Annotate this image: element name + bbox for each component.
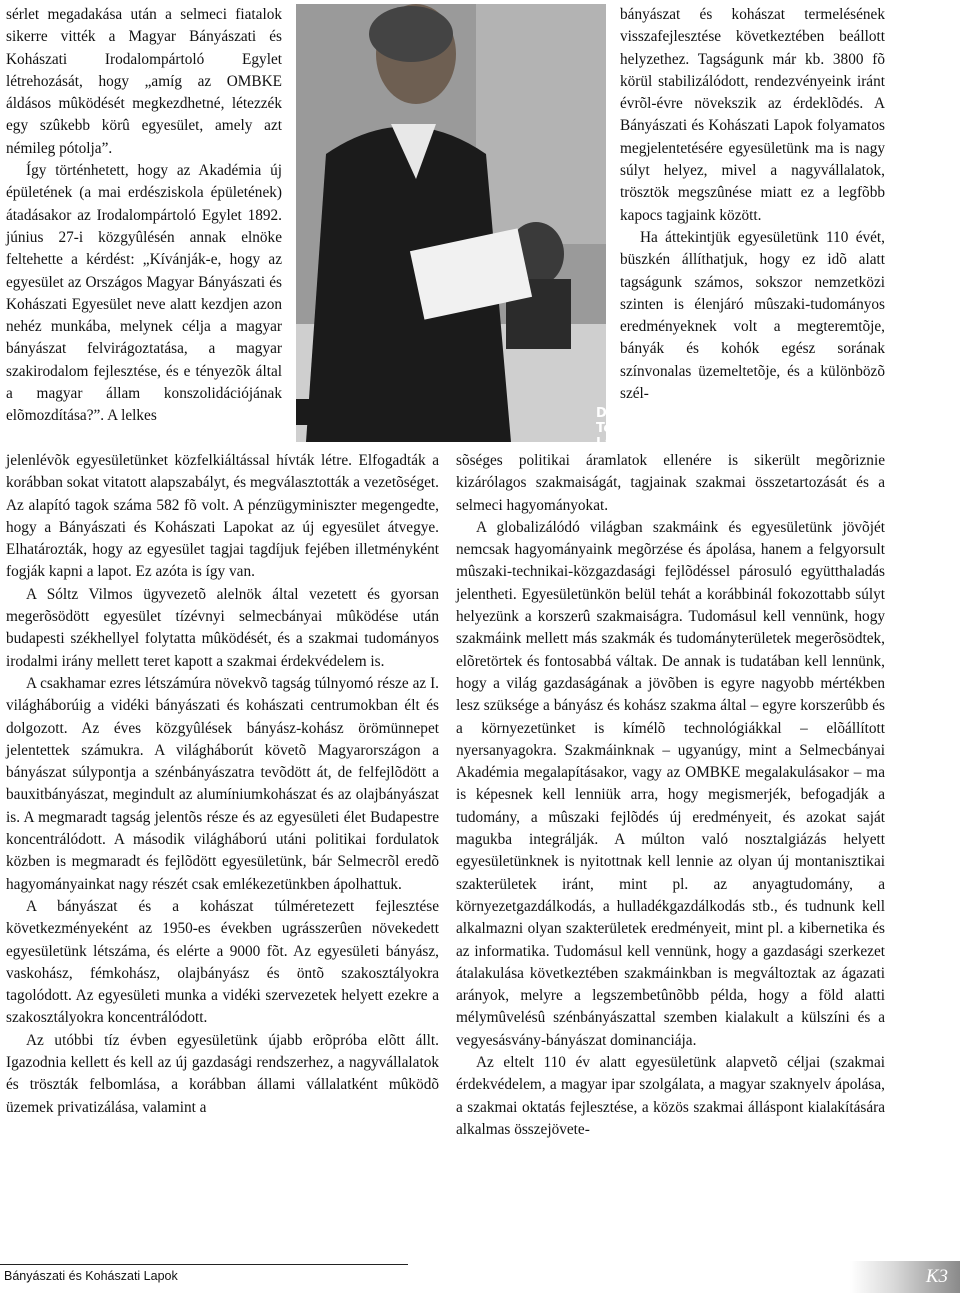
paragraph: Ha áttekintjük egyesületünk 110 évét, büszkén állíthatjuk, hogy ez idõ alatt tagságunk számos, sokszor nemzetközi szinten is élenjáró mûszaki-tudományos eredményeknek volt a megteremtõje, bányák és kohók egész sorának színvonalas üzemeltetõje, és a különbözõ szél- bbox=[620, 228, 885, 403]
photo-caption: Dr. Tolnay Lajos bbox=[596, 406, 644, 451]
page-number-badge bbox=[850, 1261, 960, 1293]
right-column-top bbox=[620, 4, 885, 405]
paragraph: sérlet megadakása után a selmeci fiatalok sikerre vitték a Magyar Bányászati és Kohászati Irodalompártoló Egylet létrehozását, hogy „amíg az OMBKE áldásos mûködését megkezdhetné, létezzék egy szûkebb körû egyesület, amely azt némileg pótolja”. bbox=[6, 6, 282, 157]
paragraph: Így történhetett, hogy az Akadémia új épületének (a mai erdésziskola épületének) átadásakor az Irodalompártoló Egylet 1892. június 27-i közgyûlésén annak elnöke feltehette a kérdést: „Kívánják-e, hogy az egyesület az Országos Magyar Bányászati és Kohászati Egyesület neve alatt kezdjen azon nehéz munkába, melynek célja a magyar bányászat felvirágoztatása, a magyar szakirodalom fejlesztése, és e tényezõk által a magyar állam konszolidációjának elõmozdítása?”. A lelkes bbox=[6, 162, 282, 425]
page-number: K3 bbox=[925, 1266, 948, 1287]
left-column-top bbox=[6, 4, 282, 428]
paragraph: sõséges politikai áramlatok ellenére is sikerült megõriznie kizárólagos szakmaiságát, tagjainak szakmai összetartozását és a selmeci hagyományokat. bbox=[456, 452, 885, 514]
paragraph: Az utóbbi tíz évben egyesületünk újabb erõpróba elõtt állt. Igazodnia kellett és kell az új gazdasági rendszerhez, a nagyvállalatok és tröszták felbomlása, a korábban állami vállalatként mûködõ üzemek privatizálása, valamint a bbox=[6, 1031, 439, 1116]
right-column-bottom bbox=[456, 450, 885, 1141]
paragraph: A csakhamar ezres létszámúra növekvõ tagság túlnyomó része az I. világháborúig a vidéki bányászati és kohászati centrumokban élt és dolgozott. Az éves közgyûlések bányász-kohász örömünnepet jelentettek számukra. A világháborút követõ Magyarországon a bányászat súlypontja a szénbányászatra tevõdött át, de felfejlõdött a bauxitbányászat, megindult az alumíniumkohászat és az olajbányászat is. A megmaradt tagság jelentõs része és az egyesületi élet Budapestre koncentrálódott. A második világháború utáni politikai fordulatok közben is megmaradt és fejlõdött egyesületünk, bár Selmecrõl eredõ hagyományainkat nagy részét csak emlékezetünkben ápolhattuk. bbox=[6, 674, 439, 893]
paragraph: A bányászat és a kohászat túlméretezett fejlesztése következményeként az 1950-es években ugrásszerûen növekedett egyesületünk létszáma, és elérte a 9000 fõt. Az egyesületi bányász, vaskohász, fémkohász, olajbányász és öntõ szakosztályokra tagolódott. Az egyesületi munka a vidéki szervezetek helyett ezekre a szakosztályokra koncentrálódott. bbox=[6, 897, 439, 1027]
paragraph: A Sóltz Vilmos ügyvezetõ alelnök által vezetett és gyorsan megerõsödött egyesület tízévnyi selmecbányai mûködése után budapesti székhellyel folytatta mûködését, és a szakmai tudományos irodalmi irány mellett teret kapott a szakmai érdekvédelem is. bbox=[6, 585, 439, 670]
paragraph: A globalizálódó világban szakmáink és egyesületünk jövõjét nemcsak hagyományaink megõrzése és ápolása, hanem a felgyorsult mûszaki-technikai-közgazdasági fejlõdéssel párosuló együtthaladás jelentheti. Egyesületünkön belül tehát a korábbinál fokozottabb súlyt helyezünk a korszerû szakmaiságra. Tudomásul kell vennünk, hogy szakmáink mellett más szakmák és tudományterületek megerõsödtek, elõretörtek és fontosabbá váltak. De annak is tudatában kell lennünk, hogy a világ gazdaságának a jövõben is egyre nagyobb mértékben lesz szüksége a bányász és kohász szakma által – egyre korszerûbb és a környezetünket is kímélõ technológiákkal – elõállított nyersanyagokra. Szakmáinknak – ugyanúgy, mint a Selmecbányai Akadémia megalapításakor, vagy az OMBKE megalakulásakor – ma is képesnek kell lenniük arra, hogy megismerjék, befogadják a tudomány, a mûszaki fejlõdés új eredményeit, és azokat saját magukba integrálják. A múlton való nosztalgiázás helyett egyesületünknek is nyitottnak kell lennie az olyan új montanisztikai szakterületek iránt, mint pl. az anyagtudomány, a környezetgazdálkodás, a hulladékgazdálkodás stb., és tudnunk kell alkalmazni olyan szakterületek eredményeit, mint pl. a kibernetika és az informatika. Tudomásul kell vennünk, hogy a gazdasági szerkezet átalakulása következtében szakmáinkban is megváltoztak az ágazati arányok, melyre a legszembetûnõbb példa, hogy a föld alatti mélymûvelésû szénbányászattal szemben kialakult a külszíni és a vegyesásvány-bányászat dominanciája. bbox=[456, 518, 885, 1049]
paragraph: jelenlévõk egyesületünket közfelkiáltással hívták létre. Elfogadták a korábban sokat vitatott alapszabályt, és megválasztották a vezetõséget. Az alapító tagok száma 582 fõ volt. A pénzügyminiszter megengedte, hogy a Bányászati és Kohászati Lapokat az új egyesület átvegye. Elhatározták, hogy az egyesület tagjai tagdíjuk fejében illetményként fogják kapni a lapot. Ez azóta is így van. bbox=[6, 452, 439, 581]
footer-rule bbox=[0, 1264, 408, 1265]
paragraph: Az eltelt 110 év alatt egyesületünk alapvetõ céljai (szakmai érdekvédelem, a magyar ipar szolgálata, a magyar szaknyelv ápolása, a szakmai oktatás fejlesztése, a közös szakmai álláspont kialakítására alkalmas összejövete- bbox=[456, 1054, 885, 1138]
portrait-photo bbox=[296, 4, 644, 451]
journal-name: Bányászati és Kohászati Lapok bbox=[4, 1269, 178, 1283]
paragraph: bányászat és kohászat termelésének visszafejlesztése következtében beállott helyzethez. Tagságunk már kb. 3800 fõ körül stabilizálódott, rendezvényeink iránt évrõl-évre növekszik az érdeklõdés. A Bányászati és Kohászati Lapok folyamatos megjelentetésére egyesületünk ma is nagy súlyt helyez, mivel a nagyvállalatok, trösztök megszûnése miatt ez a legfõbb kapocs tagjaink között. bbox=[620, 6, 885, 224]
left-column-bottom bbox=[6, 450, 439, 1119]
